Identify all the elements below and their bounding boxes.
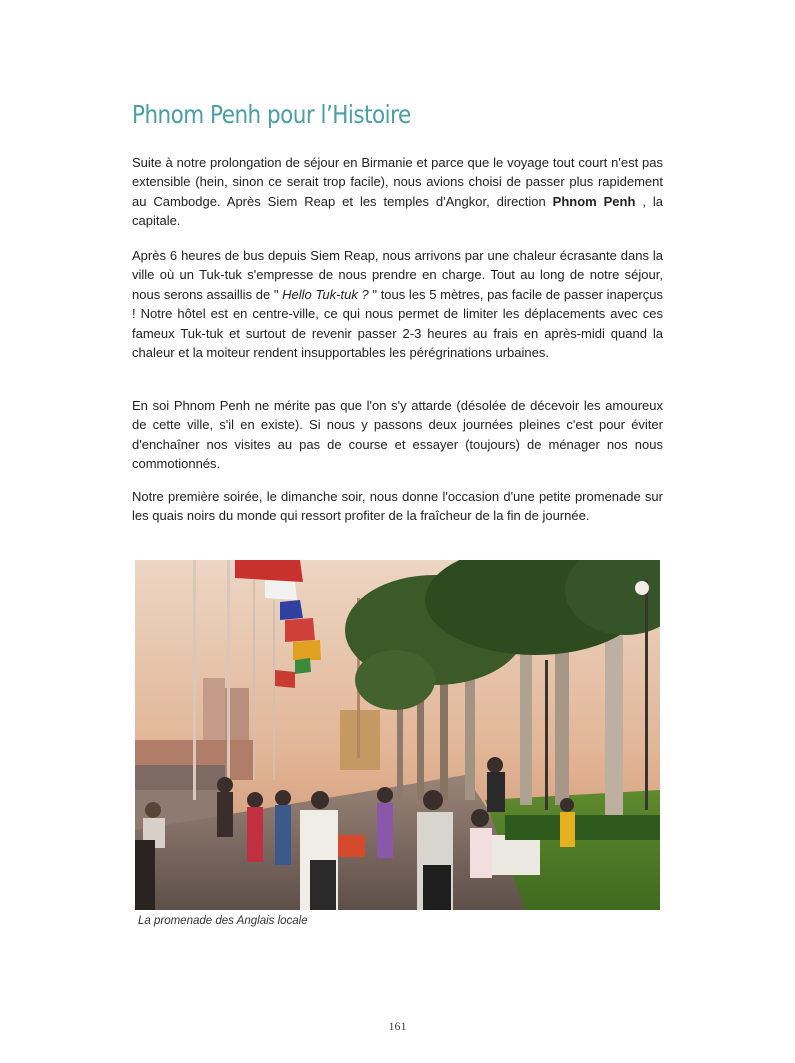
paragraph-intro	[132, 153, 663, 231]
italic-quote: Hello Tuk-tuk ?	[282, 286, 369, 302]
figure-caption: La promenade des Anglais locale	[138, 915, 308, 927]
paragraph-text: , la capitale.	[132, 193, 663, 229]
paragraph-text: " tous les 5 mètres, pas facile de passer inaperçus ! Notre hôtel est en centre-ville, ce qui nous permet de limiter les déplacements avec ces fameux Tuk-tuk et surtout de revenir passer 2-3 heures au frais en après-midi quand la chaleur et la moiteur rendent insupportables les pérégrinations urbaines.	[132, 286, 663, 361]
paragraph-evening: Notre première soirée, le dimanche soir, nous donne l'occasion d'une petite promenade sur les quais noirs du monde qui ressort profiter de la fraîcheur de la fin de journée.	[132, 489, 663, 524]
paragraph-text: Après 6 heures de bus depuis Siem Reap, nous arrivons par une chaleur écrasante dans la ville où un Tuk-tuk s'empresse de nous prendre en charge. Tout au long de notre séjour, nous serons assaillis de "	[132, 248, 663, 302]
bold-city-name: Phnom Penh	[552, 193, 636, 209]
promenade-photo	[135, 560, 660, 910]
page-number: 161	[388, 1019, 407, 1033]
page-title: Phnom Penh pour l’Histoire	[132, 100, 411, 129]
paragraph-arrival	[132, 246, 663, 362]
paragraph-text: Suite à notre prolongation de séjour en Birmanie et parce que le voyage tout court n'est pas extensible (hein, sinon ce serait trop facile), nous avions choisi de passer plus rapidement au Cambodge. Après Siem Reap et les temples d'Angkor, direction	[132, 155, 663, 209]
paragraph-opinion: En soi Phnom Penh ne mérite pas que l'on s'y attarde (désolée de décevoir les amoureux de cette ville, s'il en existe). Si nous y passons deux journées pleines c'est pour éviter d'enchaîner nos visites au pas de course et essayer (toujours) de ménager nos nous commotionnés.	[132, 398, 663, 472]
